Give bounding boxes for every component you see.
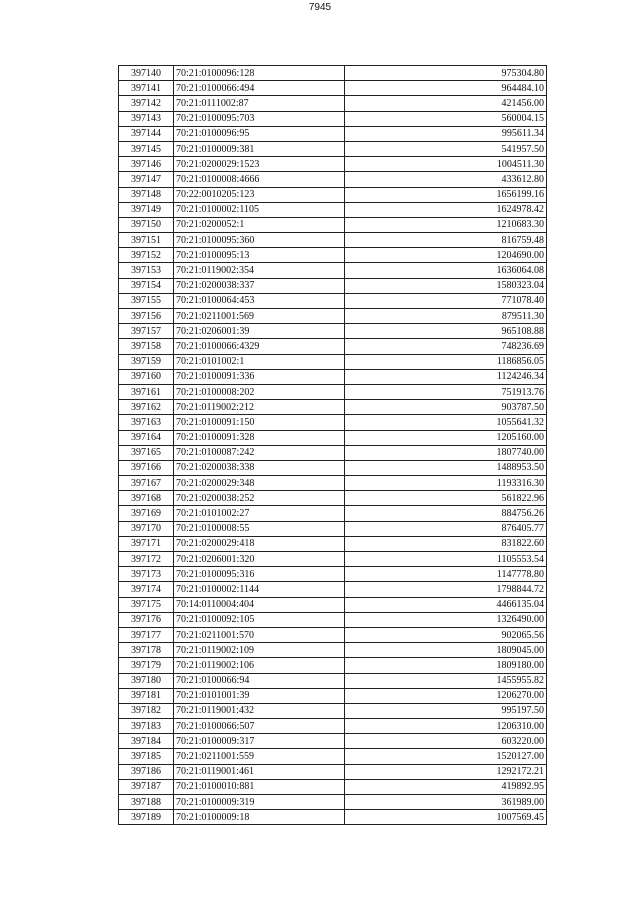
value-cell: 433612.80 xyxy=(345,172,547,187)
value-cell: 1204690.00 xyxy=(345,248,547,263)
value-cell: 1656199.16 xyxy=(345,187,547,202)
table-row xyxy=(119,536,547,551)
cadastral-number-cell: 70:21:0101002:27 xyxy=(174,506,345,521)
row-id-cell: 397184 xyxy=(119,734,174,749)
row-id-cell: 397155 xyxy=(119,293,174,308)
value-cell: 816759.48 xyxy=(345,233,547,248)
table-row xyxy=(119,810,547,825)
cadastral-number-cell: 70:21:0100008:4666 xyxy=(174,172,345,187)
cadastral-number-cell: 70:21:0119001:461 xyxy=(174,764,345,779)
cadastral-number-cell: 70:21:0200038:338 xyxy=(174,460,345,475)
value-cell: 995197.50 xyxy=(345,703,547,718)
table-row xyxy=(119,430,547,445)
value-cell: 561822.96 xyxy=(345,491,547,506)
table-row xyxy=(119,187,547,202)
records-table xyxy=(118,65,547,825)
table-row xyxy=(119,749,547,764)
row-id-cell: 397140 xyxy=(119,66,174,81)
table-row xyxy=(119,263,547,278)
table-row xyxy=(119,248,547,263)
cadastral-number-cell: 70:21:0101002:1 xyxy=(174,354,345,369)
table-row xyxy=(119,384,547,399)
value-cell: 964484.10 xyxy=(345,81,547,96)
row-id-cell: 397143 xyxy=(119,111,174,126)
row-id-cell: 397160 xyxy=(119,369,174,384)
row-id-cell: 397158 xyxy=(119,339,174,354)
cadastral-number-cell: 70:21:0100095:13 xyxy=(174,248,345,263)
cadastral-number-cell: 70:21:0100066:507 xyxy=(174,719,345,734)
cadastral-number-cell: 70:21:0211001:559 xyxy=(174,749,345,764)
value-cell: 1004511.30 xyxy=(345,157,547,172)
value-cell: 1105553.54 xyxy=(345,552,547,567)
table-row xyxy=(119,96,547,111)
cadastral-number-cell: 70:21:0200052:1 xyxy=(174,217,345,232)
cadastral-number-cell: 70:21:0211001:569 xyxy=(174,309,345,324)
value-cell: 1488953.50 xyxy=(345,460,547,475)
value-cell: 1206270.00 xyxy=(345,688,547,703)
table-row xyxy=(119,719,547,734)
value-cell: 1124246.34 xyxy=(345,369,547,384)
row-id-cell: 397162 xyxy=(119,400,174,415)
row-id-cell: 397159 xyxy=(119,354,174,369)
row-id-cell: 397175 xyxy=(119,597,174,612)
value-cell: 884756.26 xyxy=(345,506,547,521)
value-cell: 879511.30 xyxy=(345,309,547,324)
cadastral-number-cell: 70:21:0100009:317 xyxy=(174,734,345,749)
value-cell: 965108.88 xyxy=(345,324,547,339)
row-id-cell: 397141 xyxy=(119,81,174,96)
table-row xyxy=(119,233,547,248)
value-cell: 876405.77 xyxy=(345,521,547,536)
table-row xyxy=(119,506,547,521)
cadastral-number-cell: 70:21:0100095:316 xyxy=(174,567,345,582)
row-id-cell: 397157 xyxy=(119,324,174,339)
value-cell: 1807740.00 xyxy=(345,445,547,460)
row-id-cell: 397182 xyxy=(119,703,174,718)
value-cell: 1193316.30 xyxy=(345,476,547,491)
cadastral-number-cell: 70:21:0100002:1105 xyxy=(174,202,345,217)
cadastral-number-cell: 70:21:0200029:348 xyxy=(174,476,345,491)
value-cell: 1210683.30 xyxy=(345,217,547,232)
value-cell: 902065.56 xyxy=(345,627,547,642)
row-id-cell: 397163 xyxy=(119,415,174,430)
cadastral-number-cell: 70:21:0211001:570 xyxy=(174,627,345,642)
cadastral-number-cell: 70:21:0200029:1523 xyxy=(174,157,345,172)
cadastral-number-cell: 70:21:0100008:55 xyxy=(174,521,345,536)
cadastral-number-cell: 70:21:0100091:150 xyxy=(174,415,345,430)
value-cell: 1798844.72 xyxy=(345,582,547,597)
row-id-cell: 397178 xyxy=(119,643,174,658)
row-id-cell: 397176 xyxy=(119,612,174,627)
table-row xyxy=(119,66,547,81)
cadastral-number-cell: 70:21:0100087:242 xyxy=(174,445,345,460)
cadastral-number-cell: 70:21:0206001:320 xyxy=(174,552,345,567)
table-row xyxy=(119,764,547,779)
value-cell: 1292172.21 xyxy=(345,764,547,779)
table-row xyxy=(119,643,547,658)
row-id-cell: 397177 xyxy=(119,627,174,642)
cadastral-number-cell: 70:22:0010205:123 xyxy=(174,187,345,202)
row-id-cell: 397181 xyxy=(119,688,174,703)
value-cell: 771078.40 xyxy=(345,293,547,308)
row-id-cell: 397149 xyxy=(119,202,174,217)
table-row xyxy=(119,202,547,217)
value-cell: 831822.60 xyxy=(345,536,547,551)
value-cell: 1809045.00 xyxy=(345,643,547,658)
cadastral-number-cell: 70:21:0200038:337 xyxy=(174,278,345,293)
cadastral-number-cell: 70:21:0100096:95 xyxy=(174,126,345,141)
value-cell: 419892.95 xyxy=(345,779,547,794)
row-id-cell: 397154 xyxy=(119,278,174,293)
value-cell: 541957.50 xyxy=(345,141,547,156)
row-id-cell: 397151 xyxy=(119,233,174,248)
row-id-cell: 397180 xyxy=(119,673,174,688)
table-row xyxy=(119,309,547,324)
value-cell: 421456.00 xyxy=(345,96,547,111)
cadastral-number-cell: 70:21:0200038:252 xyxy=(174,491,345,506)
table-row xyxy=(119,354,547,369)
cadastral-number-cell: 70:21:0101001:39 xyxy=(174,688,345,703)
table-row xyxy=(119,293,547,308)
table-row xyxy=(119,278,547,293)
row-id-cell: 397179 xyxy=(119,658,174,673)
cadastral-number-cell: 70:21:0111002:87 xyxy=(174,96,345,111)
row-id-cell: 397170 xyxy=(119,521,174,536)
cadastral-number-cell: 70:21:0100095:703 xyxy=(174,111,345,126)
cadastral-number-cell: 70:21:0119002:212 xyxy=(174,400,345,415)
cadastral-number-cell: 70:21:0100095:360 xyxy=(174,233,345,248)
cadastral-number-cell: 70:14:0110004:404 xyxy=(174,597,345,612)
row-id-cell: 397186 xyxy=(119,764,174,779)
table-row xyxy=(119,597,547,612)
row-id-cell: 397153 xyxy=(119,263,174,278)
value-cell: 1624978.42 xyxy=(345,202,547,217)
value-cell: 748236.69 xyxy=(345,339,547,354)
row-id-cell: 397173 xyxy=(119,567,174,582)
cadastral-number-cell: 70:21:0100009:18 xyxy=(174,810,345,825)
table-row xyxy=(119,491,547,506)
cadastral-number-cell: 70:21:0100002:1144 xyxy=(174,582,345,597)
value-cell: 1147778.80 xyxy=(345,567,547,582)
table-row xyxy=(119,445,547,460)
table-row xyxy=(119,369,547,384)
row-id-cell: 397148 xyxy=(119,187,174,202)
value-cell: 361989.00 xyxy=(345,795,547,810)
table-row xyxy=(119,126,547,141)
table-row xyxy=(119,734,547,749)
row-id-cell: 397164 xyxy=(119,430,174,445)
cadastral-number-cell: 70:21:0100066:494 xyxy=(174,81,345,96)
row-id-cell: 397142 xyxy=(119,96,174,111)
table-body xyxy=(119,66,547,825)
cadastral-number-cell: 70:21:0100009:319 xyxy=(174,795,345,810)
row-id-cell: 397165 xyxy=(119,445,174,460)
value-cell: 1186856.05 xyxy=(345,354,547,369)
table-row xyxy=(119,111,547,126)
table-row xyxy=(119,141,547,156)
cadastral-number-cell: 70:21:0206001:39 xyxy=(174,324,345,339)
table-row xyxy=(119,582,547,597)
table-row xyxy=(119,552,547,567)
table-row xyxy=(119,795,547,810)
table-row xyxy=(119,627,547,642)
table-row xyxy=(119,658,547,673)
cadastral-number-cell: 70:21:0100008:202 xyxy=(174,384,345,399)
row-id-cell: 397147 xyxy=(119,172,174,187)
table-row xyxy=(119,217,547,232)
table-row xyxy=(119,157,547,172)
cadastral-number-cell: 70:21:0100009:381 xyxy=(174,141,345,156)
table-row xyxy=(119,521,547,536)
page-number: 7945 xyxy=(308,2,332,13)
table-row xyxy=(119,415,547,430)
row-id-cell: 397183 xyxy=(119,719,174,734)
row-id-cell: 397169 xyxy=(119,506,174,521)
row-id-cell: 397168 xyxy=(119,491,174,506)
value-cell: 995611.34 xyxy=(345,126,547,141)
table-row xyxy=(119,324,547,339)
row-id-cell: 397174 xyxy=(119,582,174,597)
value-cell: 4466135.04 xyxy=(345,597,547,612)
table-row xyxy=(119,460,547,475)
row-id-cell: 397172 xyxy=(119,552,174,567)
table-row xyxy=(119,567,547,582)
row-id-cell: 397150 xyxy=(119,217,174,232)
cadastral-number-cell: 70:21:0100092:105 xyxy=(174,612,345,627)
cadastral-number-cell: 70:21:0100010:881 xyxy=(174,779,345,794)
cadastral-number-cell: 70:21:0100091:328 xyxy=(174,430,345,445)
cadastral-number-cell: 70:21:0119002:106 xyxy=(174,658,345,673)
row-id-cell: 397167 xyxy=(119,476,174,491)
row-id-cell: 397185 xyxy=(119,749,174,764)
value-cell: 1007569.45 xyxy=(345,810,547,825)
row-id-cell: 397188 xyxy=(119,795,174,810)
value-cell: 903787.50 xyxy=(345,400,547,415)
value-cell: 1205160.00 xyxy=(345,430,547,445)
value-cell: 1055641.32 xyxy=(345,415,547,430)
table-row xyxy=(119,688,547,703)
value-cell: 1636064.08 xyxy=(345,263,547,278)
cadastral-number-cell: 70:21:0100066:4329 xyxy=(174,339,345,354)
cadastral-number-cell: 70:21:0100064:453 xyxy=(174,293,345,308)
table-row xyxy=(119,612,547,627)
cadastral-number-cell: 70:21:0200029:418 xyxy=(174,536,345,551)
row-id-cell: 397161 xyxy=(119,384,174,399)
value-cell: 603220.00 xyxy=(345,734,547,749)
value-cell: 975304.80 xyxy=(345,66,547,81)
table-row xyxy=(119,172,547,187)
cadastral-number-cell: 70:21:0119001:432 xyxy=(174,703,345,718)
row-id-cell: 397144 xyxy=(119,126,174,141)
table-row xyxy=(119,339,547,354)
value-cell: 1580323.04 xyxy=(345,278,547,293)
table-row xyxy=(119,703,547,718)
table-row xyxy=(119,81,547,96)
value-cell: 751913.76 xyxy=(345,384,547,399)
value-cell: 1326490.00 xyxy=(345,612,547,627)
cadastral-number-cell: 70:21:0100096:128 xyxy=(174,66,345,81)
row-id-cell: 397152 xyxy=(119,248,174,263)
value-cell: 1520127.00 xyxy=(345,749,547,764)
table-row xyxy=(119,476,547,491)
value-cell: 1809180.00 xyxy=(345,658,547,673)
table-row xyxy=(119,779,547,794)
row-id-cell: 397156 xyxy=(119,309,174,324)
cadastral-number-cell: 70:21:0119002:354 xyxy=(174,263,345,278)
row-id-cell: 397145 xyxy=(119,141,174,156)
row-id-cell: 397187 xyxy=(119,779,174,794)
value-cell: 1455955.82 xyxy=(345,673,547,688)
cadastral-number-cell: 70:21:0100066:94 xyxy=(174,673,345,688)
row-id-cell: 397146 xyxy=(119,157,174,172)
table-row xyxy=(119,673,547,688)
row-id-cell: 397189 xyxy=(119,810,174,825)
table-row xyxy=(119,400,547,415)
value-cell: 1206310.00 xyxy=(345,719,547,734)
value-cell: 560004.15 xyxy=(345,111,547,126)
cadastral-number-cell: 70:21:0119002:109 xyxy=(174,643,345,658)
row-id-cell: 397166 xyxy=(119,460,174,475)
row-id-cell: 397171 xyxy=(119,536,174,551)
cadastral-number-cell: 70:21:0100091:336 xyxy=(174,369,345,384)
